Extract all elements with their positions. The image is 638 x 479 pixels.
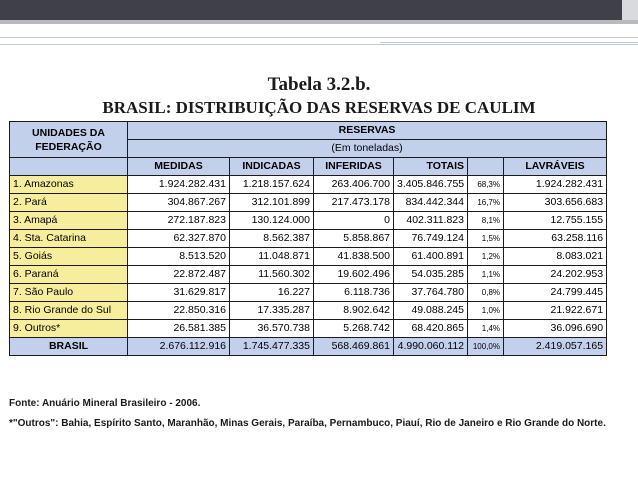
uf-header-line1: UNIDADES DA bbox=[32, 126, 105, 139]
lavraveis-cell: 24.202.953 bbox=[504, 266, 607, 284]
totais-cell: 49.088.245 bbox=[394, 302, 468, 320]
pct-cell: 1,4% bbox=[468, 320, 504, 338]
inferidas-cell: 5.268.742 bbox=[314, 320, 394, 338]
uf-cell: 8. Rio Grande do Sul bbox=[10, 302, 128, 320]
total-inferidas: 568.469.861 bbox=[314, 338, 394, 356]
totais-cell: 402.311.823 bbox=[394, 212, 468, 230]
unit-header: (Em toneladas) bbox=[128, 140, 607, 158]
lavraveis-cell: 36.096.690 bbox=[504, 320, 607, 338]
total-label: BRASIL bbox=[10, 338, 128, 356]
medidas-cell: 22.872.487 bbox=[128, 266, 230, 284]
uf-cell: 4. Sta. Catarina bbox=[10, 230, 128, 248]
lavraveis-cell: 12.755.155 bbox=[504, 212, 607, 230]
slide-top-accent bbox=[622, 0, 638, 20]
slide-top-bar bbox=[0, 0, 638, 20]
total-row bbox=[10, 338, 607, 356]
source-footnote: Fonte: Anuário Mineral Brasileiro - 2006. bbox=[9, 398, 201, 409]
table-title: BRASIL: DISTRIBUIÇÃO DAS RESERVAS DE CAULIM bbox=[102, 98, 536, 117]
pct-cell: 8,1% bbox=[468, 212, 504, 230]
uf-cell: 2. Pará bbox=[10, 194, 128, 212]
table-row bbox=[10, 266, 607, 284]
indicadas-cell: 16.227 bbox=[230, 284, 314, 302]
indicadas-cell: 17.335.287 bbox=[230, 302, 314, 320]
uf-cell: 5. Goiás bbox=[10, 248, 128, 266]
outros-footnote: *"Outros": Bahia, Espírito Santo, Maranhão, Minas Gerais, Paraíba, Pernambuco, Piauí, Rio de Janeiro e Rio Grande do Norte. bbox=[9, 418, 606, 429]
total-totais: 4.990.060.112 bbox=[394, 338, 468, 356]
medidas-cell: 8.513.520 bbox=[128, 248, 230, 266]
uf-cell: 1. Amazonas bbox=[10, 176, 128, 194]
indicadas-cell: 11.048.871 bbox=[230, 248, 314, 266]
table-row bbox=[10, 230, 607, 248]
uf-cell: 9. Outros* bbox=[10, 320, 128, 338]
medidas-cell: 304.867.267 bbox=[128, 194, 230, 212]
indicadas-cell: 312.101.899 bbox=[230, 194, 314, 212]
total-indicadas: 1.745.477.335 bbox=[230, 338, 314, 356]
table-row bbox=[10, 320, 607, 338]
totais-cell: 54.035.285 bbox=[394, 266, 468, 284]
lavraveis-cell: 21.922.671 bbox=[504, 302, 607, 320]
medidas-header: MEDIDAS bbox=[128, 158, 230, 176]
decorative-line bbox=[0, 37, 638, 38]
totais-cell: 76.749.124 bbox=[394, 230, 468, 248]
reserves-table bbox=[9, 121, 607, 356]
lavraveis-cell: 8.083.021 bbox=[504, 248, 607, 266]
indicadas-cell: 11.560.302 bbox=[230, 266, 314, 284]
uf-cell: 3. Amapá bbox=[10, 212, 128, 230]
lavraveis-cell: 24.799.445 bbox=[504, 284, 607, 302]
uf-header-line2: FEDERAÇÃO bbox=[35, 140, 102, 153]
medidas-cell: 22.850.316 bbox=[128, 302, 230, 320]
table-row bbox=[10, 284, 607, 302]
slide-top-strip bbox=[0, 20, 638, 24]
table-number-title: Tabela 3.2.b. bbox=[267, 74, 371, 95]
medidas-cell: 62.327.870 bbox=[128, 230, 230, 248]
inferidas-cell: 41.838.500 bbox=[314, 248, 394, 266]
pct-cell: 1,5% bbox=[468, 230, 504, 248]
table-row bbox=[10, 248, 607, 266]
total-pct: 100,0% bbox=[468, 338, 504, 356]
total-medidas: 2.676.112.916 bbox=[128, 338, 230, 356]
inferidas-cell: 19.602.496 bbox=[314, 266, 394, 284]
totais-cell: 834.442.344 bbox=[394, 194, 468, 212]
table-row bbox=[10, 194, 607, 212]
pct-cell: 1,1% bbox=[468, 266, 504, 284]
pct-cell: 1,0% bbox=[468, 302, 504, 320]
table-row bbox=[10, 176, 607, 194]
totais-cell: 61.400.891 bbox=[394, 248, 468, 266]
inferidas-cell: 0 bbox=[314, 212, 394, 230]
indicadas-cell: 130.124.000 bbox=[230, 212, 314, 230]
inferidas-cell: 6.118.736 bbox=[314, 284, 394, 302]
medidas-cell: 1.924.282.431 bbox=[128, 176, 230, 194]
decorative-line bbox=[380, 42, 638, 43]
decorative-line bbox=[0, 44, 638, 45]
totais-header: TOTAIS bbox=[394, 158, 468, 176]
pct-cell: 0,8% bbox=[468, 284, 504, 302]
medidas-cell: 272.187.823 bbox=[128, 212, 230, 230]
indicadas-cell: 36.570.738 bbox=[230, 320, 314, 338]
pct-cell: 1,2% bbox=[468, 248, 504, 266]
lavraveis-cell: 63.258.116 bbox=[504, 230, 607, 248]
indicadas-header: INDICADAS bbox=[230, 158, 314, 176]
medidas-cell: 26.581.385 bbox=[128, 320, 230, 338]
totais-cell: 3.405.846.755 bbox=[394, 176, 468, 194]
inferidas-cell: 8.902.642 bbox=[314, 302, 394, 320]
medidas-cell: 31.629.817 bbox=[128, 284, 230, 302]
indicadas-cell: 8.562.387 bbox=[230, 230, 314, 248]
lavraveis-header: LAVRÁVEIS bbox=[504, 158, 607, 176]
lavraveis-cell: 303.656.683 bbox=[504, 194, 607, 212]
total-lavraveis: 2.419.057.165 bbox=[504, 338, 607, 356]
totais-cell: 37.764.780 bbox=[394, 284, 468, 302]
reservas-header: RESERVAS bbox=[128, 122, 607, 140]
pct-cell: 68,3% bbox=[468, 176, 504, 194]
totais-cell: 68.420.865 bbox=[394, 320, 468, 338]
inferidas-cell: 217.473.178 bbox=[314, 194, 394, 212]
pct-cell: 16,7% bbox=[468, 194, 504, 212]
uf-cell: 7. São Paulo bbox=[10, 284, 128, 302]
table-row bbox=[10, 212, 607, 230]
indicadas-cell: 1.218.157.624 bbox=[230, 176, 314, 194]
uf-header bbox=[10, 122, 128, 158]
inferidas-cell: 263.406.700 bbox=[314, 176, 394, 194]
inferidas-header: INFERIDAS bbox=[314, 158, 394, 176]
lavraveis-cell: 1.924.282.431 bbox=[504, 176, 607, 194]
table-row bbox=[10, 302, 607, 320]
uf-cell: 6. Paraná bbox=[10, 266, 128, 284]
pct-header bbox=[468, 158, 504, 176]
uf-header-cont bbox=[10, 158, 128, 176]
inferidas-cell: 5.858.867 bbox=[314, 230, 394, 248]
